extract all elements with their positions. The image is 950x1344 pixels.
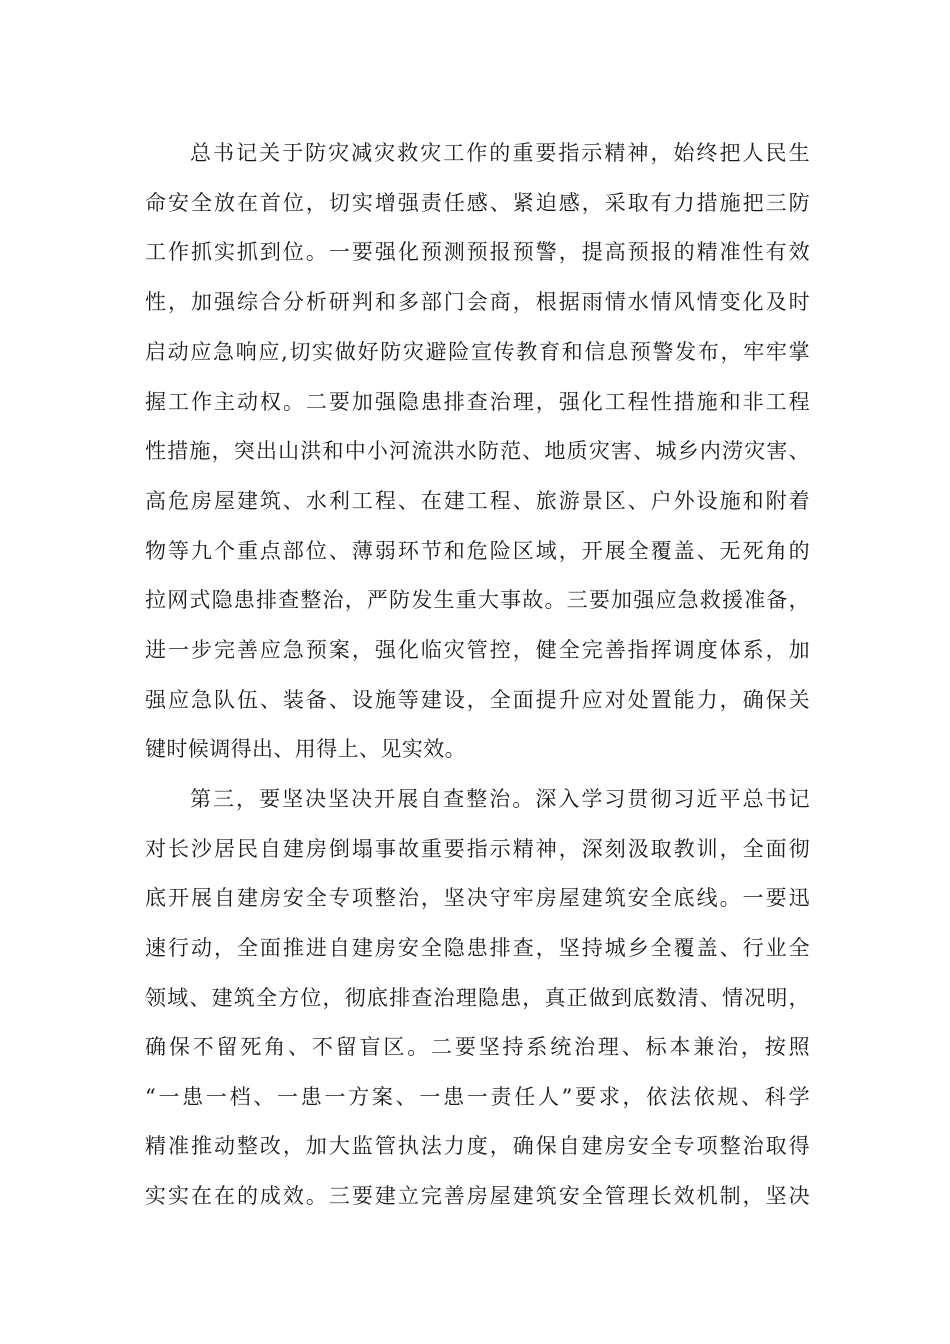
text-line: 底开展自建房安全专项整治，坚决守牢房屋建筑安全底线。一要迅: [145, 886, 810, 910]
text-line: 握工作主动权。二要加强隐患排查治理，强化工程性措施和非工程: [145, 390, 810, 414]
text-line: 进一步完善应急预案，强化临灾管控，健全完善指挥调度体系，加: [145, 638, 810, 662]
text-line: 领域、建筑全方位，彻底排查治理隐患，真正做到底数清、情况明，: [145, 986, 810, 1010]
text-line: 实实在在的成效。三要建立完善房屋建筑安全管理长效机制，坚决: [145, 1184, 810, 1208]
text-line: 速行动，全面推进自建房安全隐患排查，坚持城乡全覆盖、行业全: [145, 936, 810, 960]
text-line: 命安全放在首位，切实增强责任感、紧迫感，采取有力措施把三防: [145, 191, 810, 215]
text-line: 确保不留死角、不留盲区。二要坚持系统治理、标本兼治，按照: [145, 1035, 810, 1059]
text-line: 拉网式隐患排查整治，严防发生重大事故。三要加强应急救援准备，: [145, 588, 810, 612]
text-line: 高危房屋建筑、水利工程、在建工程、旅游景区、户外设施和附着: [145, 489, 810, 513]
text-line: 工作抓实抓到位。一要强化预测预报预警，提高预报的精准性有效: [145, 240, 810, 264]
text-line: 强应急队伍、装备、设施等建设，全面提升应对处置能力，确保关: [145, 688, 810, 712]
text-line: 精准推动整改，加大监管执法力度，确保自建房安全专项整治取得: [145, 1134, 810, 1158]
text-line: 对长沙居民自建房倒塌事故重要指示精神，深刻汲取教训，全面彻: [145, 837, 810, 861]
text-line: 键时候调得出、用得上、见实效。: [145, 737, 466, 761]
text-line: 总书记关于防灾减灾救灾工作的重要指示精神，始终把人民生: [190, 141, 810, 165]
text-line: 性，加强综合分析研判和多部门会商，根据雨情水情风情变化及时: [145, 290, 810, 314]
text-line: 性措施，突出山洪和中小河流洪水防范、地质灾害、城乡内涝灾害、: [145, 439, 810, 463]
text-line: 物等九个重点部位、薄弱环节和危险区域，开展全覆盖、无死角的: [145, 539, 810, 563]
text-line: 第三，要坚决坚决开展自查整治。深入学习贯彻习近平总书记: [190, 787, 810, 811]
text-line: 启动应急响应,切实做好防灾避险宣传教育和信息预警发布，牢牢掌: [145, 340, 810, 364]
text-line: “一患一档、一患一方案、一患一责任人”要求，依法依规、科学: [145, 1085, 810, 1109]
